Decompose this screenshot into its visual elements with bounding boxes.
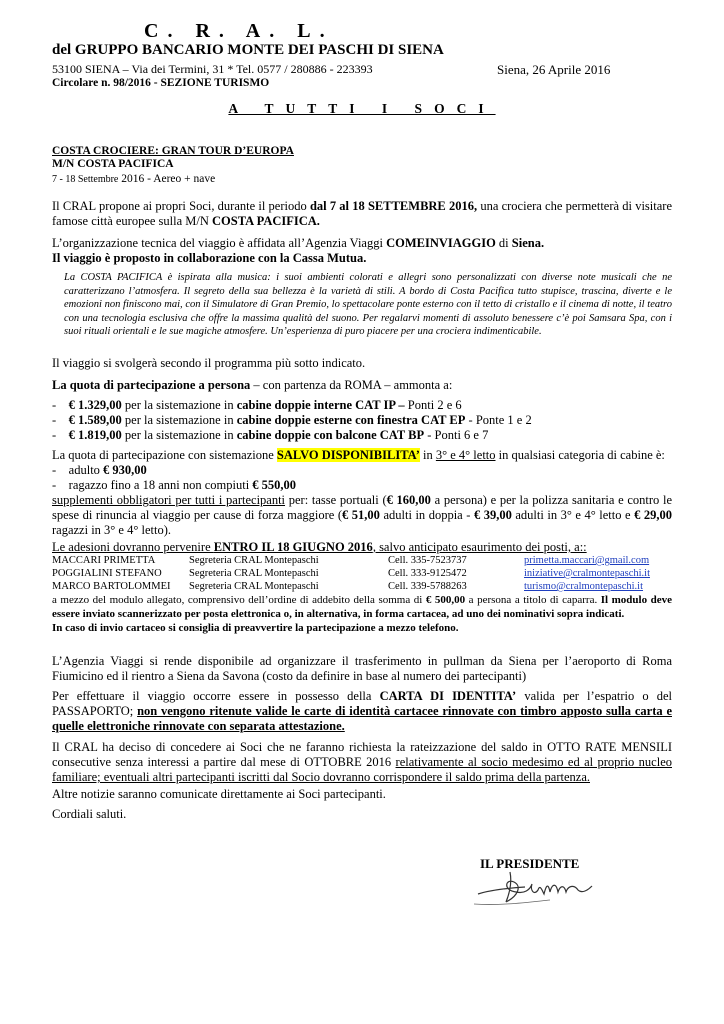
contact-phone: Cell. 333-9125472 bbox=[388, 568, 467, 579]
contact-email-link[interactable]: iniziative@cralmontepaschi.it bbox=[524, 568, 650, 579]
supplements: supplementi obbligatori per tutti i partecipanti per: tasse portuali (€ 160,00 a persona) e per la polizza sanitaria e contro le spese di rinuncia al viaggio per cause di forza maggiore (€ 51,00 adulti in doppia - € 39,00 adulti in 3° e 4° letto e € 29,00 ragazzi in 3° e 4° letto). bbox=[52, 493, 672, 537]
price-item-window: - € 1.589,00 per la sistemazione in cabine doppie esterne con finestra CAT EP - Ponte 1 e 2 bbox=[52, 413, 532, 427]
header-organization: del GRUPPO BANCARIO MONTE DEI PASCHI DI SIENA bbox=[52, 42, 444, 58]
ship-name: M/N COSTA PACIFICA bbox=[52, 158, 174, 170]
program-note: Il viaggio si svolgerà secondo il programma più sotto indicato. bbox=[52, 356, 366, 370]
id-document-paragraph: Per effettuare il viaggio occorre essere in possesso della CARTA DI IDENTITA’ valida per l’espatrio o del PASSAPORTO; non vengono ritenute valide le carte di identità cartacee rinnovate con timbro apposto sulla carta e quelle elettroniche rinnovate con separata attestazione. bbox=[52, 689, 672, 733]
intro-paragraph: Il CRAL propone ai propri Soci, durante il periodo dal 7 al 18 SETTEMBRE 2016, una crociera che permetterà di visitare famose città europee sulla M/N COSTA PACIFICA. bbox=[52, 199, 672, 228]
contact-office: Segreteria CRAL Montepaschi bbox=[189, 568, 319, 579]
contact-name: POGGIALINI STEFANO bbox=[52, 568, 162, 579]
contact-phone: Cell. 339-5788263 bbox=[388, 581, 467, 592]
third-bed-child: - ragazzo fino a 18 anni non compiuti € 550,00 bbox=[52, 478, 297, 492]
contact-email-link[interactable]: turismo@cralmontepaschi.it bbox=[524, 581, 644, 592]
ship-description: La COSTA PACIFICA è ispirata alla musica: i suoi ambienti colorati e allegri sono personalizzati con diverse note musicali che ne caratterizzano l’atmosfera. Il segreto della sua bellezza è la varietà di stili. A bordo di Costa Pacifica tutto stupisce, trascina, diverte e le emozioni non finiscono mai, con il Simulatore di Gran Premio, lo spettacolare ponte esterno con il tetto di cristallo e il cinema di notte, il teatro con una tecnologia esclusiva che offre la massima qualità del suono. Per regalarvi momenti di assoluto benessere c’è poi Samsara Spa, con i suoi rituali orientali e le sue magiche atmosfere. Un’esperienza di puro piacere per una crociera indimenticabile. bbox=[64, 272, 672, 337]
circular-number: Circolare n. 98/2016 - SEZIONE TURISMO bbox=[52, 77, 270, 89]
contact-phone: Cell. 335-7523737 bbox=[388, 555, 467, 566]
trip-title: COSTA CROCIERE: GRAN TOUR D’EUROPA bbox=[52, 145, 294, 157]
form-instructions: a mezzo del modulo allegato, comprensivo dell’ordine di addebito della somma di € 500,00 a persona a titolo di caparra. Il modulo deve essere inviato scannerizzato per posta elettronica o, in alternativa, in forma cartacea, ad uno dei nominativi sopra indicati. In caso di invio cartaceo si consiglia di preavvertire la partecipazione a mezzo telefono. bbox=[52, 594, 672, 634]
price-intro: La quota di partecipazione a persona – con partenza da ROMA – ammonta a: bbox=[52, 378, 453, 392]
agency-paragraph: L’organizzazione tecnica del viaggio è affidata all’Agenzia Viaggi COMEINVIAGGIO di Siena. Il viaggio è proposto in collaborazione con la Cassa Mutua. bbox=[52, 236, 545, 265]
contact-name: MARCO BARTOLOMMEI bbox=[52, 581, 171, 592]
bus-transfer-paragraph: L’Agenzia Viaggi si rende disponibile ad organizzare il trasferimento in pullman da Siena per l’aeroporto di Roma Fiumicino ed il rientro a Siena da Savona (costo da definire in base al numero dei partecipanti) bbox=[52, 654, 672, 683]
third-bed-adult: - adulto € 930,00 bbox=[52, 463, 147, 477]
third-bed-paragraph bbox=[52, 448, 672, 538]
header-address: 53100 SIENA – Via dei Termini, 31 * Tel. 0577 / 280886 - 223393 bbox=[52, 62, 373, 76]
contact-office: Segreteria CRAL Montepaschi bbox=[189, 581, 319, 592]
price-item-interior: - € 1.329,00 per la sistemazione in cabine doppie interne CAT IP – Ponti 2 e 6 bbox=[52, 398, 462, 412]
recipients-heading: A TUTTI I SOCI bbox=[228, 101, 496, 116]
installments-paragraph: Il CRAL ha deciso di concedere ai Soci che ne faranno richiesta la rateizzazione del saldo in OTTO RATE MENSILI consecutive senza interessi a partire dal mese di OTTOBRE 2016 relativamente al socio medesimo ed al proprio nucleo familiare; eventuali altri partecipanti iscritti dal Socio dovranno corrispondere il saldo prima della partenza. bbox=[52, 740, 672, 784]
president-label: IL PRESIDENTE bbox=[480, 856, 580, 871]
trip-dates: 7 - 18 Settembre 2016 - Aereo + nave bbox=[52, 173, 216, 185]
third-bed-intro: La quota di partecipazione con sistemazione SALVO DISPONIBILITA’ in 3° e 4° letto in qualsiasi categoria di cabine è: bbox=[52, 448, 665, 462]
other-info: Altre notizie saranno comunicate direttamente ai Soci partecipanti. bbox=[52, 787, 386, 801]
handwritten-signature bbox=[470, 860, 600, 910]
contact-name: MACCARI PRIMETTA bbox=[52, 555, 156, 566]
contact-email-link[interactable]: primetta.maccari@gmail.com bbox=[524, 555, 650, 566]
header-date: Siena, 26 Aprile 2016 bbox=[497, 62, 611, 77]
price-item-balcony: - € 1.819,00 per la sistemazione in cabine doppie con balcone CAT BP - Ponti 6 e 7 bbox=[52, 428, 489, 442]
contact-office: Segreteria CRAL Montepaschi bbox=[189, 555, 319, 566]
deadline-line: Le adesioni dovranno pervenire ENTRO IL 18 GIUGNO 2016, salvo anticipato esaurimento dei posti, a:: bbox=[52, 540, 587, 554]
greeting: Cordiali saluti. bbox=[52, 807, 127, 821]
price-list bbox=[52, 398, 672, 443]
header-title: C. R. A. L. bbox=[144, 20, 334, 42]
